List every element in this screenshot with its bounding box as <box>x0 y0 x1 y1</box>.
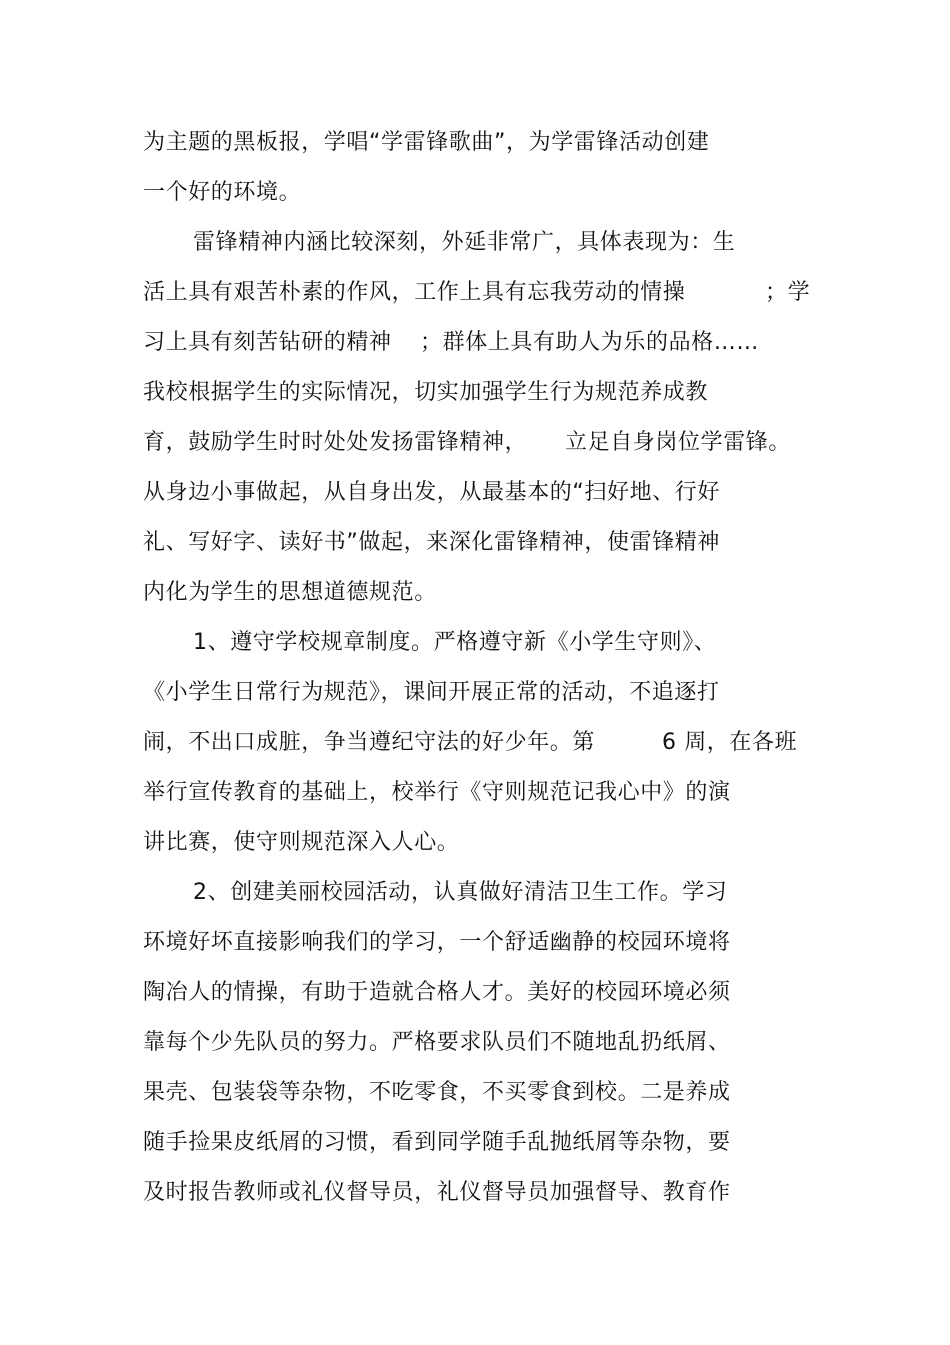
text-line: 举行宣传教育的基础上，校举行《守则规范记我心中》的演 <box>143 780 731 805</box>
text-line: 内化为学生的思想道德规范。 <box>143 580 437 605</box>
text-line: 靠每个少先队员的努力。严格要求队员们不随地乱扔纸屑、 <box>143 1030 731 1055</box>
text-line: 闹，不出口成脏，争当遵纪守法的好少年。第 <box>143 730 596 755</box>
text-line: 习上具有刻苦钻研的精神 <box>143 330 392 355</box>
text-line: 育，鼓励学生时时处处发扬雷锋精神， <box>143 430 528 455</box>
text-line: 1、遵守学校规章制度。严格遵守新《小学生守则》、 <box>193 630 717 655</box>
text-line: 随手捡果皮纸屑的习惯，看到同学随手乱抛纸屑等杂物，要 <box>143 1130 731 1155</box>
text-line: 《小学生日常行为规范》，课间开展正常的活动，不追逐打 <box>143 680 720 705</box>
text-line-segment: ；学 <box>765 280 811 305</box>
text-line: 环境好坏直接影响我们的学习，一个舒适幽静的校园环境将 <box>143 930 731 955</box>
text-line-segment: ；群体上具有助人为乐的品格…… <box>420 330 760 355</box>
text-line: 活上具有艰苦朴素的作风，工作上具有忘我劳动的情操 <box>143 280 686 305</box>
text-line-segment: 6 周，在各班 <box>662 730 798 755</box>
text-line: 一个好的环境。 <box>143 180 302 205</box>
text-line: 陶冶人的情操，有助于造就合格人才。美好的校园环境必须 <box>143 980 731 1005</box>
text-line: 2、创建美丽校园活动，认真做好清洁卫生工作。学习 <box>193 880 728 905</box>
text-line: 及时报告教师或礼仪督导员，礼仪督导员加强督导、教育作 <box>143 1180 731 1205</box>
text-line: 我校根据学生的实际情况，切实加强学生行为规范养成教 <box>143 380 709 405</box>
text-line-segment: 立足自身岗位学雷锋。 <box>565 430 792 455</box>
text-line: 雷锋精神内涵比较深刻，外延非常广，具体表现为：生 <box>193 230 736 255</box>
text-line: 讲比赛，使守则规范深入人心。 <box>143 830 460 855</box>
text-line: 果壳、包装袋等杂物，不吃零食，不买零食到校。二是养成 <box>143 1080 731 1105</box>
text-line: 礼、写好字、读好书”做起，来深化雷锋精神，使雷锋精神 <box>143 530 720 555</box>
text-line: 为主题的黑板报，学唱“学雷锋歌曲”，为学雷锋活动创建 <box>143 130 710 155</box>
text-line: 从身边小事做起，从自身出发，从最基本的“扫好地、行好 <box>143 480 720 505</box>
